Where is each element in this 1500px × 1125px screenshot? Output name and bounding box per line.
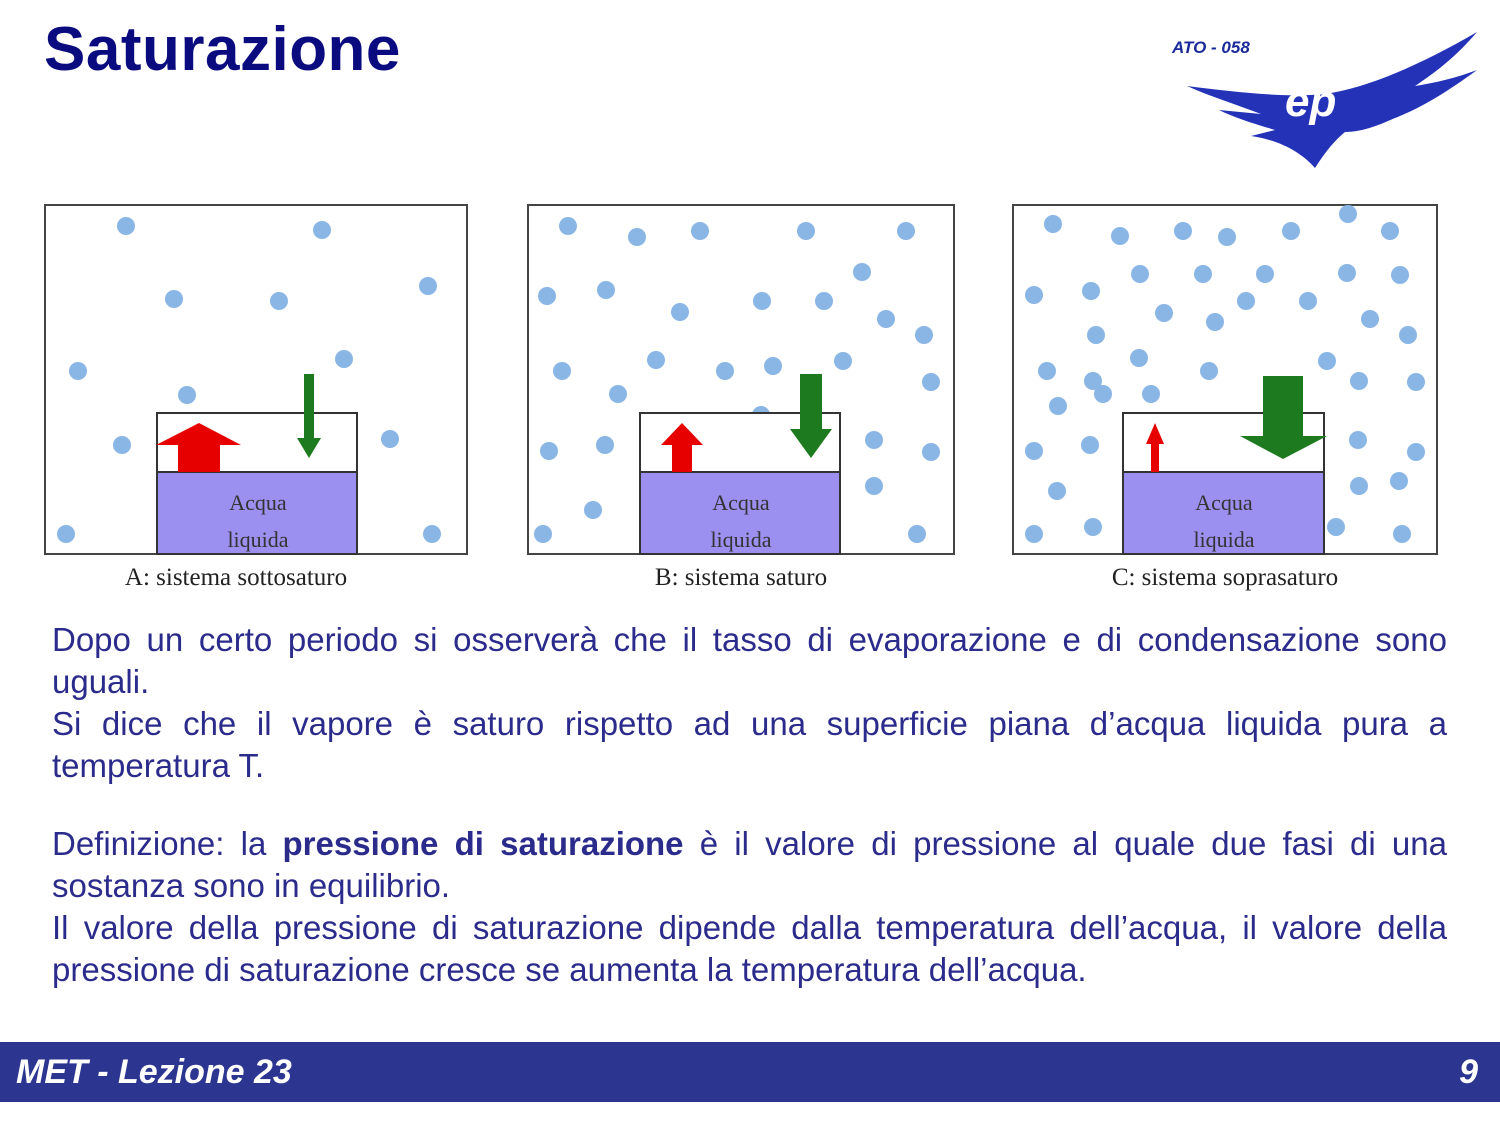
definition-prefix: Definizione: la <box>52 825 283 862</box>
page-number: 9 <box>1459 1053 1478 1091</box>
liquid-label-line1: Acqua <box>712 490 770 515</box>
liquid-label-line1: Acqua <box>1195 490 1253 515</box>
text-line: Dopo un certo periodo si osserverà che il tasso di evaporazione e di condensazione sono uguali. <box>52 621 1447 700</box>
paragraph-observation <box>52 619 1447 787</box>
text-line: Si dice che il vapore è saturo rispetto ad una superficie piana d’acqua liquida pura a temperatura T. <box>52 705 1447 784</box>
logo-label: ATO - 058 <box>1172 38 1250 57</box>
liquid-label-line2: liquida <box>1193 527 1255 552</box>
footer-bar <box>0 1042 1500 1102</box>
diagram-panel-a <box>44 204 468 555</box>
panel-caption-c: C: sistema soprasaturo <box>1111 564 1339 591</box>
definition-term: pressione di saturazione <box>282 825 684 862</box>
definition-suffix: è il valore di pressione al quale due fasi di una sostanza sono in equilibrio. <box>52 825 1447 904</box>
diagram-panel-b <box>527 204 955 555</box>
panel-caption-a: A: sistema sottosaturo <box>124 564 348 591</box>
liquid-label-line1: Acqua <box>229 490 287 515</box>
text-line: Il valore della pressione di saturazione dipende dalla temperatura dell’acqua, il valore della pressione di saturazione cresce se aumenta la temperatura dell’acqua. <box>52 909 1447 988</box>
liquid-label-line2: liquida <box>227 527 289 552</box>
diagram-panel-c <box>1012 204 1438 555</box>
definition-line <box>52 823 1447 907</box>
liquid-label-line2: liquida <box>710 527 772 552</box>
paragraph-definition <box>52 823 1447 991</box>
page-title: Saturazione <box>44 15 401 84</box>
panel-caption-b: B: sistema saturo <box>654 564 828 591</box>
footer-course-label: MET - Lezione 23 <box>16 1053 292 1091</box>
svg-text:ep: ep <box>1285 77 1337 126</box>
